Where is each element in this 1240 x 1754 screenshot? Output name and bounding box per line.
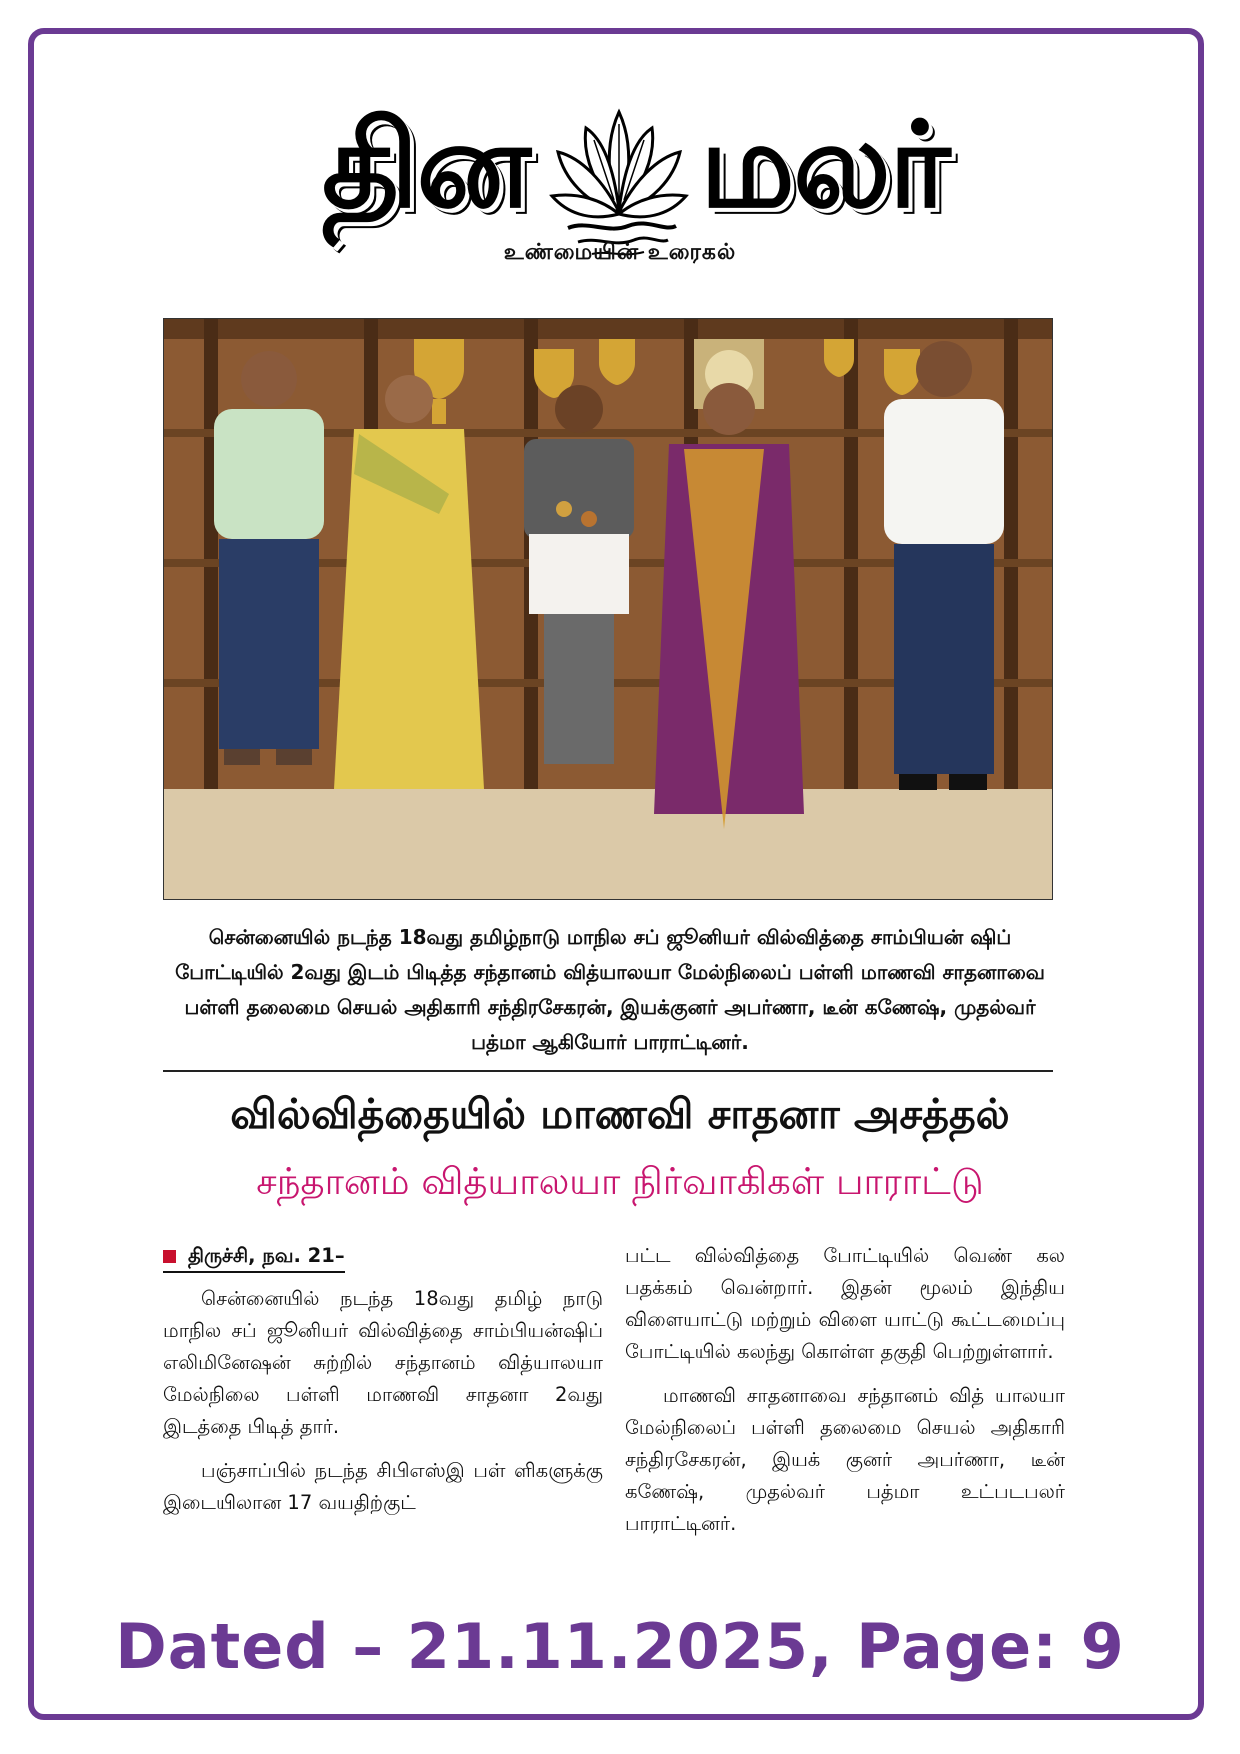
masthead-word-right: மலர் xyxy=(700,95,949,234)
article-paragraph: சென்னையில் நடந்த 18வது தமிழ் நாடு மாநில சப் ஜூனியர் வில்வித்தை சாம்பியன்ஷிப் எலிமினேஷன் சுற்றில் சந்தானம் வித்யாலயா மேல்நிலை பள்ளி மாணவி சாதனா 2வது இடத்தை பிடித் தார். xyxy=(163,1287,603,1438)
divider xyxy=(163,1070,1053,1072)
article-subheadline: சந்தானம் வித்யாலயா நிர்வாகிகள் பாராட்டு xyxy=(256,1160,984,1203)
article-paragraph: மாணவி சாதனாவை சந்தானம் வித் யாலயா மேல்நிலைப் பள்ளி தலைமை செயல் அதிகாரி சந்திரசேகரன், இயக் குனர் அபர்ணா, டீன் கணேஷ், முதல்வர் பத்மா உட்படபலர் பாராட்டினர். xyxy=(625,1384,1065,1535)
article-column-right xyxy=(625,1240,1065,1552)
article-headline: வில்வித்தையில் மாணவி சாதனா அசத்தல் xyxy=(230,1090,1010,1138)
news-photo xyxy=(163,318,1053,900)
dateline-text: திருச்சி, நவ. 21– xyxy=(188,1244,345,1267)
person-left xyxy=(214,351,324,765)
date-page-footer: Dated – 21.11.2025, Page: 9 xyxy=(115,1610,1125,1683)
article-paragraph: பட்ட வில்வித்தை போட்டியில் வெண் கல பதக்கம் வென்றார். இதன் மூலம் இந்திய விளையாட்டு மற்றும் விளை யாட்டு கூட்டமைப்பு போட்டியில் கலந்து கொள்ள தகுதி பெற்றுள்ளார். xyxy=(625,1244,1065,1363)
photo-caption: சென்னையில் நடந்த 18வது தமிழ்நாடு மாநில சப் ஜூனியர் வில்வித்தை சாம்பியன் ஷிப் போட்டியில் 2வது இடம் பிடித்த சந்தானம் வித்யாலயா மேல்நிலைப் பள்ளி மாணவி சாதனாவை பள்ளி தலைமை செயல் அதிகாரி சந்திரசேகரன், இயக்குனர் அபர்ணா, டீன் கணேஷ், முதல்வர் பத்மா ஆகியோர் பாராட்டினர். xyxy=(175,925,1045,1054)
person-fourth xyxy=(654,383,804,829)
article-dateline xyxy=(163,1241,345,1273)
bullet-square-icon xyxy=(163,1250,176,1263)
article-column-left xyxy=(163,1240,603,1531)
photo-illustration xyxy=(164,319,1052,899)
person-right xyxy=(884,341,1004,790)
person-second xyxy=(334,375,484,789)
masthead-tagline: உண்மையின் உரைகல் xyxy=(503,240,737,265)
masthead-word-left: தின xyxy=(322,95,530,234)
lotus-logo-icon xyxy=(548,100,690,260)
article-paragraph: பஞ்சாப்பில் நடந்த சிபிஎஸ்இ பள் ளிகளுக்கு இடையிலான 17 வயதிற்குட் xyxy=(163,1459,603,1514)
